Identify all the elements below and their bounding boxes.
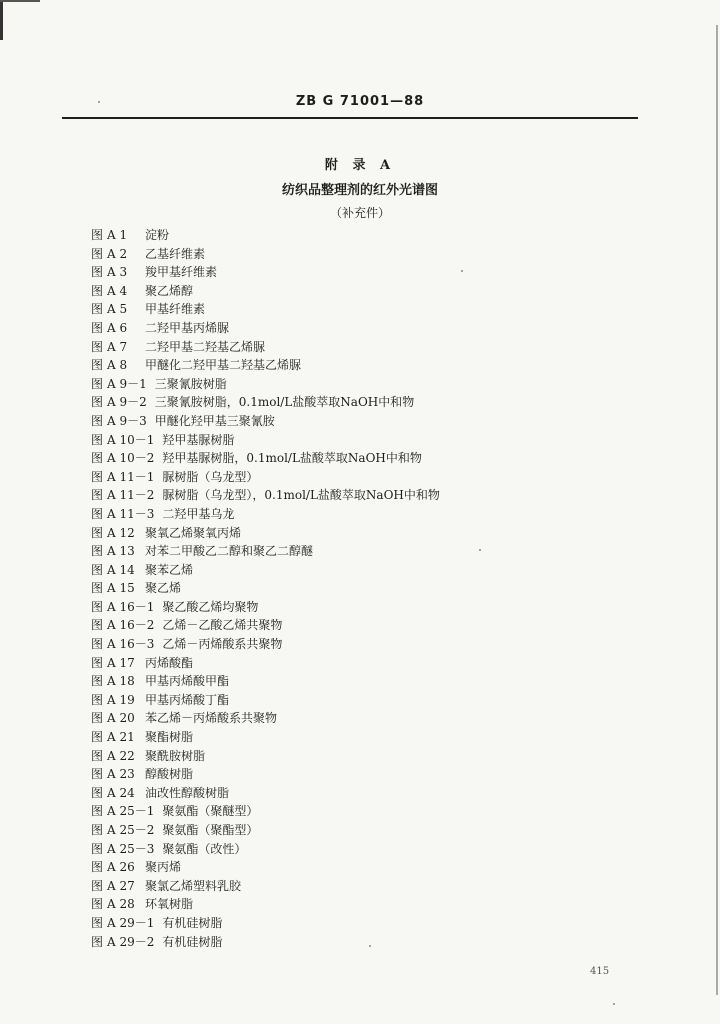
figure-prefix: 图: [91, 488, 104, 503]
scan-speck: [369, 945, 371, 947]
figure-list-item: [91, 449, 611, 468]
figure-number: A 11－3: [107, 506, 155, 521]
figure-list-item: [91, 933, 611, 952]
figure-name: 三聚氰胺树脂，0.1mol/L盐酸萃取NaOH中和物: [154, 395, 415, 410]
figure-prefix: 图: [91, 320, 104, 335]
figure-list-item: [91, 431, 611, 450]
figure-list-item: [91, 635, 611, 654]
figure-list-item: [91, 598, 611, 617]
figure-list-item: [91, 468, 611, 487]
figure-prefix: 图: [91, 897, 104, 912]
figure-prefix: 图: [91, 265, 104, 280]
figure-name: 有机硅树脂: [162, 915, 223, 930]
figure-number: A 28: [107, 897, 135, 912]
figure-list-item: [91, 691, 611, 710]
figure-number: A 29－2: [107, 934, 155, 949]
figure-list-item: [91, 579, 611, 598]
figure-list-item: [91, 226, 611, 245]
figure-list-item: [91, 709, 611, 728]
figure-prefix: 图: [91, 860, 104, 875]
figure-list-item: [91, 412, 611, 431]
figure-number: A 3: [107, 265, 128, 280]
figure-name: 脲树脂（乌龙型）: [162, 469, 259, 484]
figure-name: 二羟甲基丙烯脲: [145, 320, 230, 335]
figure-prefix: 图: [91, 841, 104, 856]
figure-name: 聚乙烯: [145, 581, 182, 596]
figure-name: 聚酯树脂: [145, 730, 194, 745]
appendix-label: 附 录 A: [324, 158, 396, 173]
figure-list-item: [91, 524, 611, 543]
appendix-title: 纺织品整理剂的红外光谱图: [281, 183, 438, 198]
figure-number: A 9－1: [107, 376, 147, 391]
figure-number: A 25－2: [107, 823, 155, 837]
figure-prefix: 图: [91, 711, 104, 726]
page-number: 415: [590, 966, 610, 977]
figure-list-item: [91, 356, 611, 375]
figure-list-item: [91, 895, 611, 914]
figure-number: A 11－1: [107, 469, 155, 484]
figure-name: 对苯二甲酸乙二醇和聚乙二醇醚: [145, 544, 314, 559]
figure-prefix: 图: [91, 376, 104, 391]
scan-edge-left: [0, 0, 3, 40]
figure-prefix: 图: [91, 581, 104, 596]
figure-prefix: 图: [91, 469, 104, 484]
figure-list-item: [91, 765, 611, 784]
figure-prefix: 图: [91, 246, 104, 261]
figure-name: 环氧树脂: [145, 897, 194, 912]
figure-name: 淀粉: [145, 228, 170, 242]
figure-prefix: 图: [91, 785, 104, 800]
figure-prefix: 图: [91, 562, 104, 577]
figure-list-item: [91, 802, 611, 821]
figure-name: 聚乙酸乙烯均聚物: [162, 599, 259, 614]
figure-name: 甲醚化羟甲基三聚氰胺: [154, 413, 275, 428]
figure-name: 甲基丙烯酸丁酯: [145, 692, 230, 707]
figure-name: 丙烯酸酯: [145, 655, 194, 670]
figure-prefix: 图: [91, 506, 104, 521]
figure-list-item: [91, 616, 611, 635]
figure-number: A 4: [107, 283, 128, 298]
figure-list-item: [91, 375, 611, 394]
figure-number: A 11－2: [107, 488, 155, 503]
figure-name: 醇酸树脂: [145, 767, 194, 782]
figure-prefix: 图: [91, 283, 104, 298]
figure-number: A 13: [107, 544, 135, 559]
figure-list-item: [91, 542, 611, 561]
figure-prefix: 图: [91, 804, 104, 819]
figure-list-item: [91, 877, 611, 896]
figure-prefix: 图: [91, 395, 104, 410]
figure-prefix: 图: [91, 878, 104, 893]
figure-list-item: [91, 245, 611, 264]
figure-prefix: 图: [91, 934, 104, 949]
figure-list-item: [91, 561, 611, 580]
figure-prefix: 图: [91, 413, 104, 428]
scan-speck: [461, 270, 463, 272]
figure-name: 羟甲基脲树脂: [162, 432, 235, 447]
figure-name: 乙基纤维素: [145, 246, 206, 261]
figure-number: A 26: [107, 860, 135, 875]
figure-list-item: [91, 840, 611, 859]
figure-name: 聚酰胺树脂: [145, 748, 206, 763]
figure-name: 三聚氰胺树脂: [154, 376, 227, 391]
figure-list-item: [91, 393, 611, 412]
figure-number: A 21: [107, 730, 135, 745]
figure-number: A 7: [107, 339, 128, 354]
figure-name: 聚氨酯（聚醚型）: [162, 804, 259, 819]
figure-list-item: [91, 747, 611, 766]
figure-name: 聚氧乙烯聚氧丙烯: [145, 525, 242, 540]
scan-speck: [98, 101, 100, 103]
figure-prefix: 图: [91, 637, 104, 652]
figure-number: A 16－2: [107, 618, 155, 633]
figure-list-item: [91, 486, 611, 505]
figure-number: A 14: [107, 562, 135, 577]
figure-number: A 24: [107, 785, 135, 800]
figure-name: 脲树脂（乌龙型），0.1mol/L盐酸萃取NaOH中和物: [162, 488, 440, 503]
figure-prefix: 图: [91, 432, 104, 447]
figure-list-item: [91, 263, 611, 282]
figure-list-item: [91, 672, 611, 691]
figure-number: A 22: [107, 748, 135, 763]
figure-prefix: 图: [91, 748, 104, 763]
figure-prefix: 图: [91, 544, 104, 559]
figure-number: A 19: [107, 692, 135, 707]
figure-prefix: 图: [91, 599, 104, 614]
figure-number: A 18: [107, 674, 135, 689]
figure-number: A 10－2: [107, 451, 155, 466]
figure-prefix: 图: [91, 655, 104, 670]
figure-name: 有机硅树脂: [162, 934, 223, 949]
figure-number: A 17: [107, 655, 135, 670]
figure-prefix: 图: [91, 525, 104, 540]
figure-name: 羧甲基纤维素: [145, 265, 218, 280]
figure-number: A 12: [107, 525, 135, 540]
scan-speck: [479, 549, 481, 551]
figure-list-item: [91, 300, 611, 319]
figure-number: A 9－2: [107, 395, 147, 410]
figure-number: A 15: [107, 581, 135, 596]
figure-number: A 20: [107, 711, 135, 726]
figure-name: 聚乙烯醇: [145, 283, 194, 298]
title-block: [0, 154, 720, 221]
figure-list-item: [91, 282, 611, 301]
figure-number: A 29－1: [107, 915, 155, 930]
figure-prefix: 图: [91, 358, 104, 373]
figure-number: A 25－1: [107, 804, 155, 819]
figure-name: 甲醚化二羟甲基二羟基乙烯脲: [145, 358, 302, 373]
figure-name: 聚氨酯（聚酯型）: [162, 823, 259, 837]
figure-number: A 27: [107, 878, 135, 893]
figure-number: A 6: [107, 320, 128, 335]
figure-number: A 23: [107, 767, 135, 782]
figure-number: A 2: [107, 246, 128, 261]
figure-name: 乙烯－乙酸乙烯共聚物: [162, 618, 283, 633]
figure-prefix: 图: [91, 339, 104, 354]
figure-prefix: 图: [91, 915, 104, 930]
figure-prefix: 图: [91, 451, 104, 466]
figure-number: A 8: [107, 358, 128, 373]
figure-name: 甲基纤维素: [145, 302, 206, 317]
figure-list-item: [91, 338, 611, 357]
figure-prefix: 图: [91, 692, 104, 707]
header-rule: [62, 117, 638, 119]
figure-number: A 9－3: [107, 413, 147, 428]
figure-list-item: [91, 784, 611, 803]
figure-name: 羟甲基脲树脂，0.1mol/L盐酸萃取NaOH中和物: [162, 451, 422, 466]
standard-code: ZB G 71001—88: [295, 94, 425, 109]
appendix-note: （补充件）: [329, 206, 390, 220]
figure-list-item: [91, 505, 611, 524]
figure-prefix: 图: [91, 767, 104, 782]
figure-prefix: 图: [91, 302, 104, 317]
figure-prefix: 图: [91, 823, 104, 837]
figure-list-item: [91, 858, 611, 877]
figure-prefix: 图: [91, 618, 104, 633]
figure-list: [91, 226, 611, 951]
scan-speck: [613, 1003, 615, 1005]
figure-number: A 10－1: [107, 432, 155, 447]
figure-name: 二羟甲基乌龙: [162, 506, 235, 521]
figure-number: A 25－3: [107, 841, 155, 856]
figure-name: 油改性醇酸树脂: [145, 785, 230, 800]
figure-name: 聚氯乙烯塑料乳胶: [145, 878, 242, 893]
figure-list-item: [91, 319, 611, 338]
figure-number: A 1: [107, 228, 128, 242]
figure-list-item: [91, 654, 611, 673]
figure-prefix: 图: [91, 730, 104, 745]
figure-prefix: 图: [91, 228, 104, 242]
figure-name: 聚氨酯（改性）: [162, 841, 247, 856]
figure-prefix: 图: [91, 674, 104, 689]
figure-number: A 16－1: [107, 599, 155, 614]
figure-name: 乙烯－丙烯酸系共聚物: [162, 637, 283, 652]
figure-name: 聚苯乙烯: [145, 562, 194, 577]
scan-edge-top: [0, 0, 40, 2]
figure-list-item: [91, 728, 611, 747]
figure-name: 二羟甲基二羟基乙烯脲: [145, 339, 266, 354]
figure-name: 苯乙烯－丙烯酸系共聚物: [145, 711, 278, 726]
figure-name: 甲基丙烯酸甲酯: [145, 674, 230, 689]
figure-number: A 16－3: [107, 637, 155, 652]
figure-number: A 5: [107, 302, 128, 317]
figure-name: 聚丙烯: [145, 860, 182, 875]
figure-list-item: [91, 821, 611, 840]
figure-list-item: [91, 914, 611, 933]
